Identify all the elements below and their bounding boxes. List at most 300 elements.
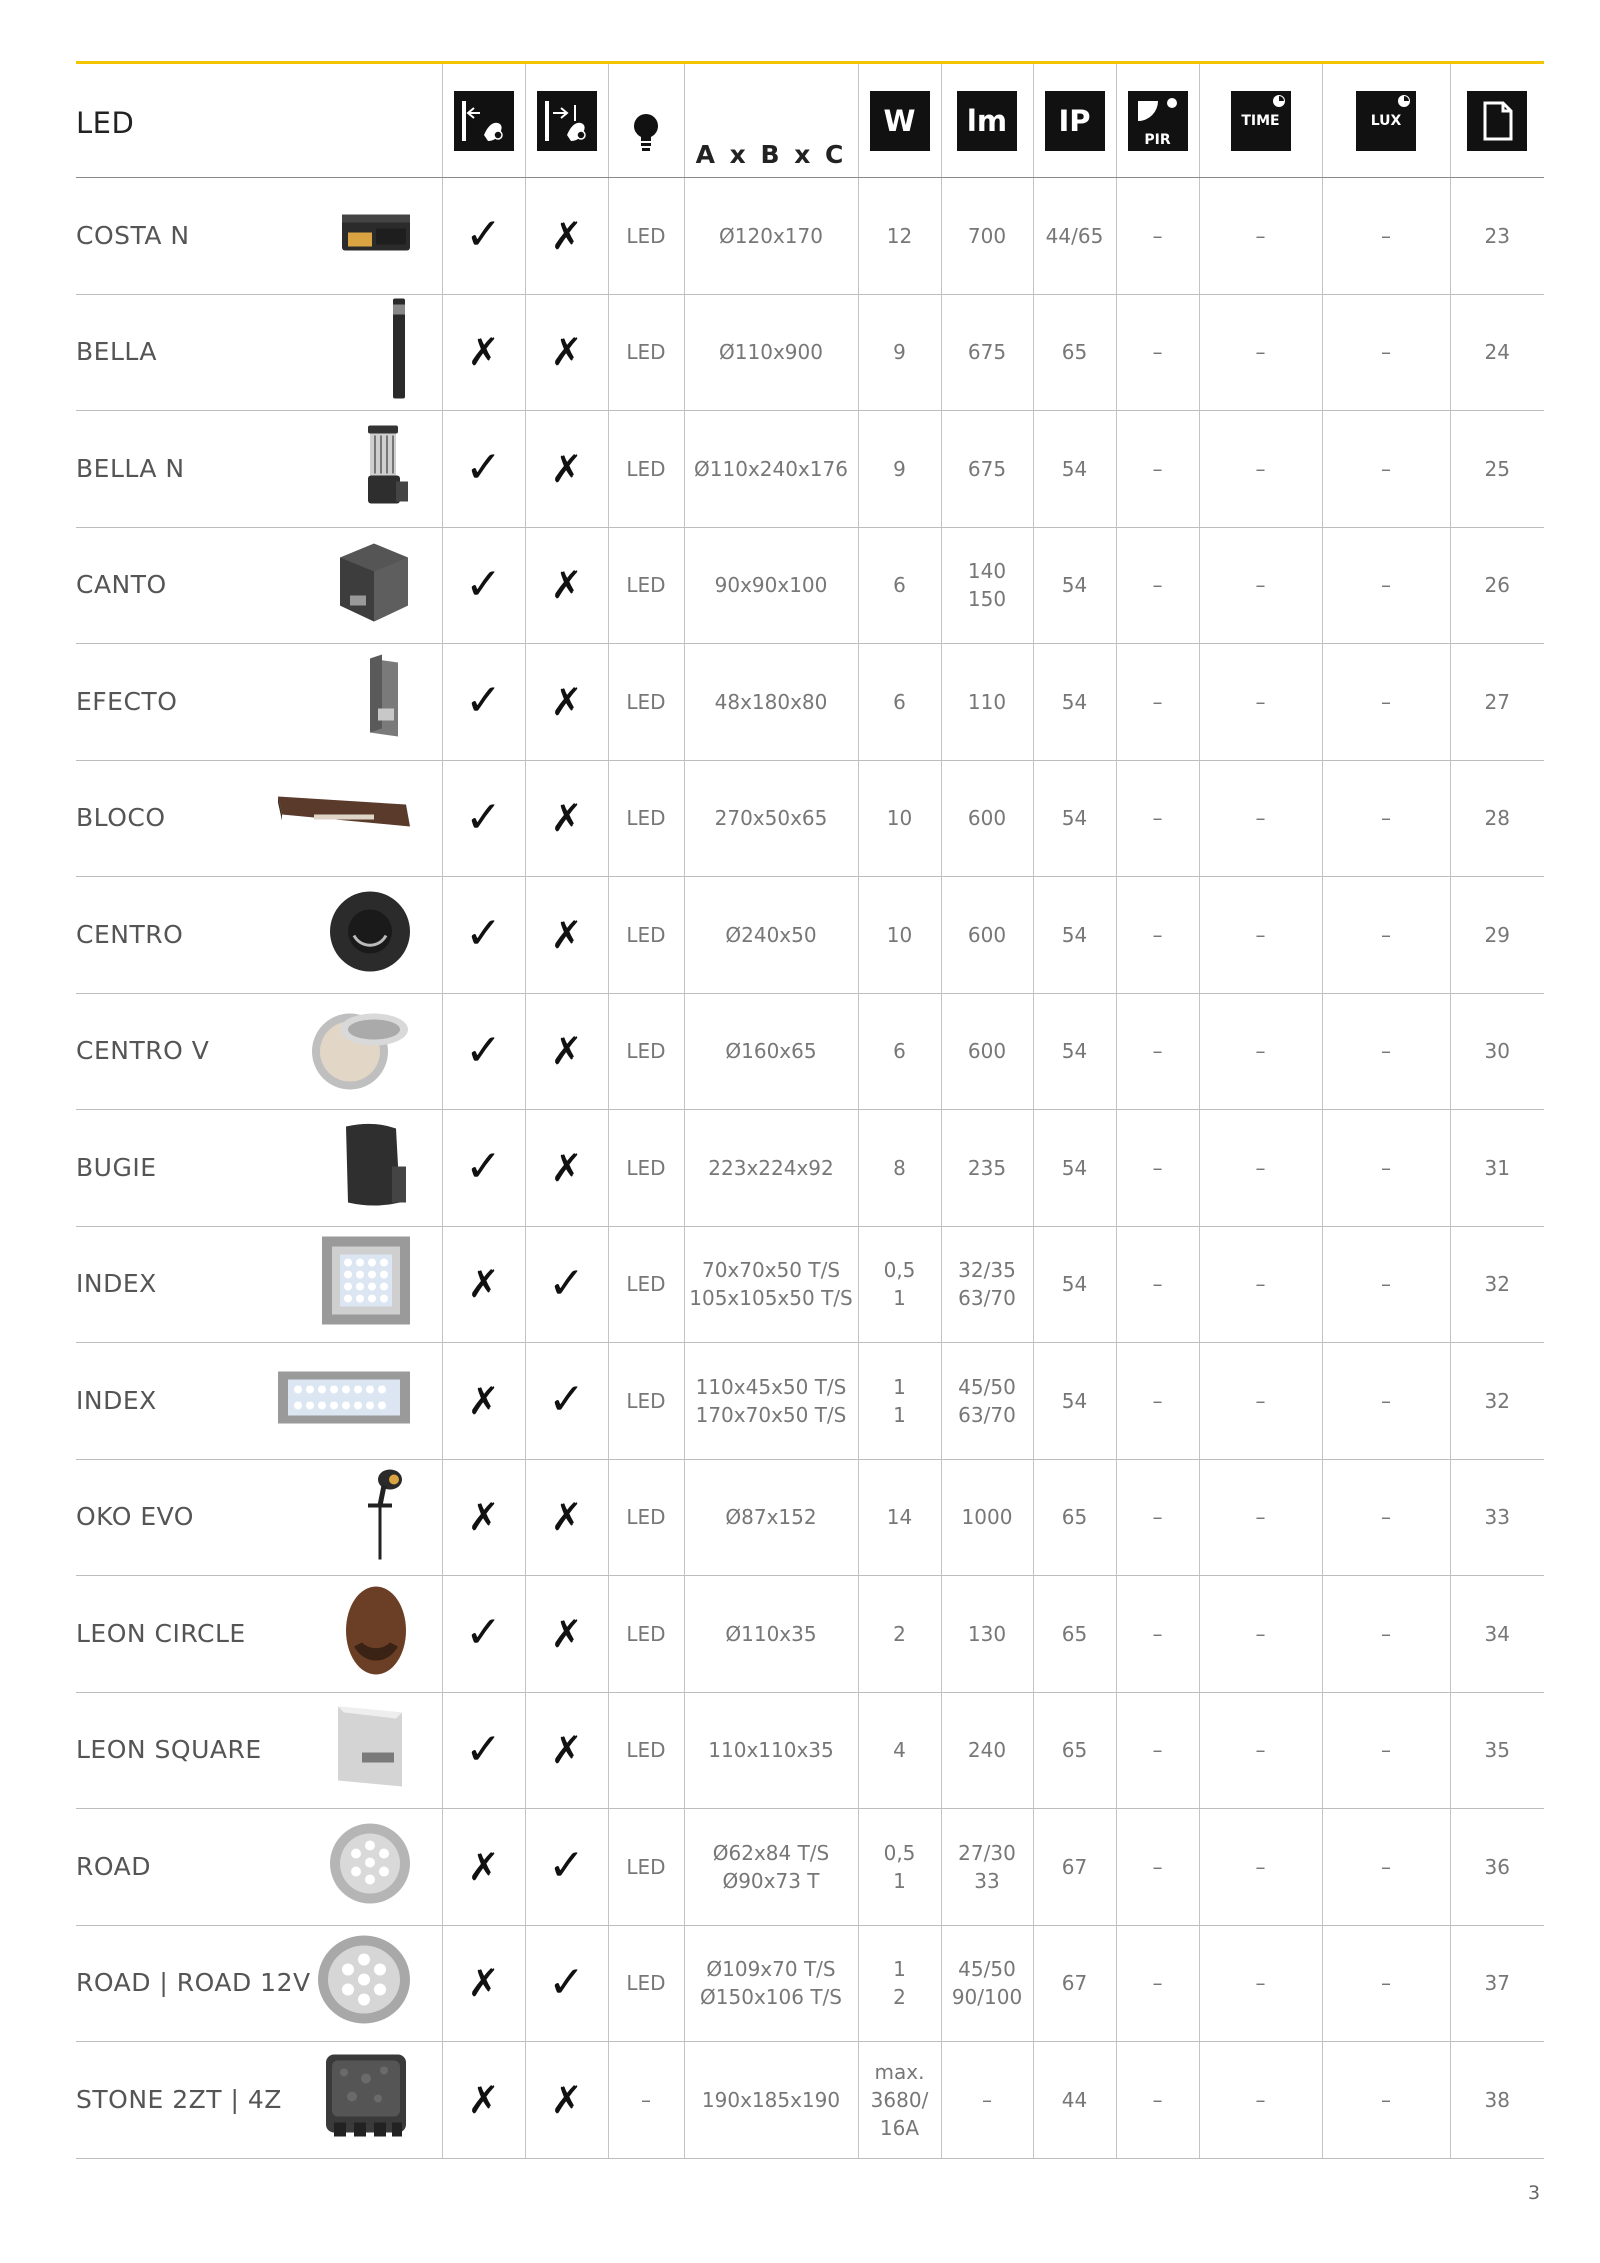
surface-mount-cell <box>442 1459 525 1576</box>
page-ref: 23 <box>1450 178 1544 295</box>
ip-value: 54 <box>1033 1110 1116 1227</box>
pir-value: – <box>1116 760 1199 877</box>
recessed-mount-cell <box>525 1692 608 1809</box>
lux-value: – <box>1322 2042 1450 2159</box>
watt-value <box>858 411 941 528</box>
watt-value-line: 1 <box>893 1374 906 1399</box>
recessed-mount-cell <box>525 760 608 877</box>
watt-icon: W <box>870 91 930 151</box>
lumen-value-line: 63/70 <box>958 1402 1016 1427</box>
product-image-cell <box>441 1110 442 1227</box>
product-name: STONE 2ZT | 4Z <box>76 2042 441 2159</box>
pir-value: – <box>1116 178 1199 295</box>
surface-mount-cell <box>442 411 525 528</box>
page-ref: 30 <box>1450 993 1544 1110</box>
watt-value-line: 9 <box>893 340 906 365</box>
table-row <box>76 411 1544 528</box>
product-name: CANTO <box>76 527 441 644</box>
product-thumbnail <box>318 1233 414 1336</box>
time-value: – <box>1199 644 1322 761</box>
product-image-cell <box>441 760 442 877</box>
surface-mount-header <box>442 64 525 178</box>
lumen-value-line: 1000 <box>961 1505 1013 1530</box>
ip-icon: IP <box>1045 91 1105 151</box>
time-value: – <box>1199 411 1322 528</box>
page-ref: 32 <box>1450 1226 1544 1343</box>
table-row <box>76 993 1544 1110</box>
watt-value-line: 0,5 <box>883 1258 916 1283</box>
dimensions <box>684 1692 858 1809</box>
time-value: – <box>1199 527 1322 644</box>
ip-value: 44 <box>1033 2042 1116 2159</box>
light-source: LED <box>608 644 684 761</box>
surface-mount-cell <box>442 1925 525 2042</box>
page-ref: 37 <box>1450 1925 1544 2042</box>
lumen-value <box>941 1925 1033 2042</box>
watt-value-line: 6 <box>893 1039 906 1064</box>
recessed-mount-cell <box>525 1809 608 1926</box>
lumen-value <box>941 1459 1033 1576</box>
lux-value: – <box>1322 993 1450 1110</box>
table-row <box>76 1343 1544 1460</box>
page-ref: 35 <box>1450 1692 1544 1809</box>
watt-value-line: 10 <box>886 922 913 947</box>
watt-value-line: 8 <box>893 1155 906 1180</box>
product-name: BLOCO <box>76 760 441 877</box>
watt-value <box>858 877 941 994</box>
pir-value: – <box>1116 993 1199 1110</box>
check-icon: ✓ <box>465 442 502 494</box>
lux-value: – <box>1322 760 1450 877</box>
time-value: – <box>1199 1110 1322 1227</box>
page-ref: 26 <box>1450 527 1544 644</box>
lumen-value-line: 32/35 <box>958 1258 1016 1283</box>
recessed-mount-cell <box>525 1343 608 1460</box>
lux-value: – <box>1322 1809 1450 1926</box>
pir-value: – <box>1116 411 1199 528</box>
recessed-mount-cell <box>525 1459 608 1576</box>
dimensions-line: 70x70x50 T/S <box>701 1258 841 1283</box>
cross-icon: ✗ <box>550 1611 583 1656</box>
cross-icon: ✗ <box>550 330 583 375</box>
product-name: EFECTO <box>76 644 441 761</box>
lux-value: – <box>1322 877 1450 994</box>
light-source: LED <box>608 294 684 411</box>
lumen-value-line: – <box>982 2087 992 2112</box>
watt-value-line: 2 <box>893 1985 906 2010</box>
watt-value <box>858 1459 941 1576</box>
product-name: LEON SQUARE <box>76 1692 441 1809</box>
dimensions-line: Ø109x70 T/S <box>706 1957 836 1982</box>
watt-value-line: 14 <box>886 1505 913 1530</box>
lumen-value <box>941 178 1033 295</box>
product-thumbnail <box>304 1000 414 1103</box>
product-image-cell <box>441 1459 442 1576</box>
cross-icon: ✗ <box>550 563 583 608</box>
pir-value: – <box>1116 2042 1199 2159</box>
recessed-mount-cell <box>525 411 608 528</box>
pir-value: – <box>1116 644 1199 761</box>
table-row <box>76 877 1544 994</box>
pir-header <box>1116 64 1199 178</box>
lumen-value-line: 235 <box>967 1155 1007 1180</box>
light-source: LED <box>608 760 684 877</box>
recessed-mount-cell <box>525 1925 608 2042</box>
dimensions-line: Ø87x152 <box>725 1505 817 1530</box>
watt-value-line: 10 <box>886 806 913 831</box>
light-source: LED <box>608 1343 684 1460</box>
dimensions <box>684 411 858 528</box>
product-name: BELLA N <box>76 411 441 528</box>
dimensions <box>684 1226 858 1343</box>
time-value: – <box>1199 178 1322 295</box>
dimensions-line: 190x185x190 <box>701 2087 841 2112</box>
time-value: – <box>1199 2042 1322 2159</box>
lux-value: – <box>1322 1110 1450 1227</box>
time-value: – <box>1199 1226 1322 1343</box>
ip-value: 65 <box>1033 1692 1116 1809</box>
watt-value <box>858 2042 941 2159</box>
lumen-value <box>941 993 1033 1110</box>
dimensions-line: Ø240x50 <box>725 922 817 947</box>
ip-value: 54 <box>1033 1343 1116 1460</box>
time-icon <box>1231 91 1291 151</box>
watt-value-line: 3680/ <box>870 2087 929 2112</box>
recessed-mount-cell <box>525 294 608 411</box>
lux-value: – <box>1322 527 1450 644</box>
dimensions <box>684 1809 858 1926</box>
product-image-cell <box>441 1809 442 1926</box>
lux-value: – <box>1322 644 1450 761</box>
product-name: CENTRO <box>76 877 441 994</box>
lumen-value <box>941 411 1033 528</box>
dimensions <box>684 1925 858 2042</box>
pir-value: – <box>1116 527 1199 644</box>
dimensions <box>684 2042 858 2159</box>
ip-value: 54 <box>1033 644 1116 761</box>
time-label: TIME <box>1241 112 1280 129</box>
dimensions-line: Ø160x65 <box>725 1039 817 1064</box>
product-thumbnail <box>330 538 414 633</box>
table-row <box>76 2042 1544 2159</box>
check-icon: ✓ <box>548 1840 585 1892</box>
table-row <box>76 1459 1544 1576</box>
product-image-cell <box>441 2042 442 2159</box>
surface-mount-cell <box>442 1110 525 1227</box>
product-thumbnail <box>354 1464 414 1571</box>
product-image-cell <box>441 178 442 295</box>
lumen-value-line: 675 <box>967 340 1007 365</box>
product-image-cell <box>441 1925 442 2042</box>
dimensions <box>684 1110 858 1227</box>
light-source: LED <box>608 411 684 528</box>
lumen-value-line: 600 <box>967 1039 1007 1064</box>
product-thumbnail <box>326 1819 414 1914</box>
lux-value: – <box>1322 1343 1450 1460</box>
surface-mount-cell <box>442 1809 525 1926</box>
lumen-value-line: 130 <box>967 1621 1007 1646</box>
surface-mount-cell <box>442 294 525 411</box>
product-image-cell <box>441 411 442 528</box>
recessed-mount-cell <box>525 644 608 761</box>
pir-value: – <box>1116 1925 1199 2042</box>
surface-mount-cell <box>442 644 525 761</box>
ip-value: 65 <box>1033 1459 1116 1576</box>
dimensions <box>684 527 858 644</box>
watt-value <box>858 644 941 761</box>
watt-value-line: 6 <box>893 689 906 714</box>
cross-icon: ✗ <box>550 679 583 724</box>
recessed-mount-cell <box>525 2042 608 2159</box>
light-source: LED <box>608 527 684 644</box>
page-ref: 38 <box>1450 2042 1544 2159</box>
table-row <box>76 1576 1544 1693</box>
dimensions-line: 48x180x80 <box>714 689 828 714</box>
time-value: – <box>1199 1576 1322 1693</box>
time-value: – <box>1199 877 1322 994</box>
time-value: – <box>1199 993 1322 1110</box>
dimensions-line: Ø110x900 <box>719 340 823 365</box>
cross-icon: ✗ <box>550 1029 583 1074</box>
light-source: LED <box>608 1925 684 2042</box>
cross-icon: ✗ <box>550 2077 583 2122</box>
product-name: OKO EVO <box>76 1459 441 1576</box>
dimensions <box>684 294 858 411</box>
pir-value: – <box>1116 1343 1199 1460</box>
dimensions-header <box>684 64 858 178</box>
dimensions-line: 223x224x92 <box>708 1155 834 1180</box>
lux-value: – <box>1322 1459 1450 1576</box>
watt-value <box>858 1226 941 1343</box>
check-icon: ✓ <box>465 675 502 727</box>
lumen-value <box>941 1809 1033 1926</box>
product-name: ROAD | ROAD 12V <box>76 1925 441 2042</box>
product-image-cell <box>441 527 442 644</box>
product-image-cell <box>441 1226 442 1343</box>
lux-icon <box>1356 91 1416 151</box>
page-ref: 29 <box>1450 877 1544 994</box>
pir-value: – <box>1116 1809 1199 1926</box>
cross-icon: ✗ <box>467 1961 500 2006</box>
ip-value: 67 <box>1033 1809 1116 1926</box>
lumen-value <box>941 1110 1033 1227</box>
lux-value: – <box>1322 1226 1450 1343</box>
dimensions-line: Ø62x84 T/S <box>712 1840 830 1865</box>
product-thumbnail <box>274 1367 414 1434</box>
recessed-mount-cell <box>525 178 608 295</box>
watt-value <box>858 294 941 411</box>
dimensions-line: 270x50x65 <box>714 806 828 831</box>
product-thumbnail <box>318 2048 414 2151</box>
product-thumbnail <box>338 202 414 269</box>
watt-value <box>858 1925 941 2042</box>
page-ref: 27 <box>1450 644 1544 761</box>
light-source: LED <box>608 877 684 994</box>
watt-value-line: 0,5 <box>883 1840 916 1865</box>
pir-value: – <box>1116 1459 1199 1576</box>
lux-label: LUX <box>1370 112 1402 129</box>
lumen-value <box>941 1576 1033 1693</box>
lux-value: – <box>1322 178 1450 295</box>
cross-icon: ✗ <box>467 330 500 375</box>
page-icon <box>1467 91 1527 151</box>
ip-value: 54 <box>1033 760 1116 877</box>
product-thumbnail <box>338 1582 414 1685</box>
ip-value: 44/65 <box>1033 178 1116 295</box>
table-row <box>76 178 1544 295</box>
product-name: COSTA N <box>76 178 441 295</box>
dimensions-line: 110x45x50 T/S <box>695 1374 847 1399</box>
dimensions-line: Ø120x170 <box>719 223 823 248</box>
pir-value: – <box>1116 1692 1199 1809</box>
pir-value: – <box>1116 877 1199 994</box>
check-icon: ✓ <box>548 1956 585 2008</box>
cross-icon: ✗ <box>550 446 583 491</box>
lumen-value <box>941 877 1033 994</box>
product-name: CENTRO V <box>76 993 441 1110</box>
cross-icon: ✗ <box>550 1495 583 1540</box>
light-source: LED <box>608 1110 684 1227</box>
light-source: LED <box>608 178 684 295</box>
recessed-mount-cell <box>525 527 608 644</box>
wall-mount-surface-icon <box>454 91 514 151</box>
lumen-value <box>941 1343 1033 1460</box>
surface-mount-cell <box>442 1343 525 1460</box>
page-ref: 33 <box>1450 1459 1544 1576</box>
lumen-value-line: 33 <box>974 1868 1000 1893</box>
light-source: LED <box>608 993 684 1110</box>
product-thumbnail <box>354 652 414 751</box>
table-row <box>76 644 1544 761</box>
dimensions-label: A x B x C <box>695 140 847 169</box>
cross-icon: ✗ <box>550 912 583 957</box>
table-row <box>76 1809 1544 1926</box>
ip-value: 54 <box>1033 527 1116 644</box>
product-image-cell <box>441 993 442 1110</box>
surface-mount-cell <box>442 993 525 1110</box>
cross-icon: ✗ <box>550 213 583 258</box>
lumen-value-line: 140 <box>967 559 1007 584</box>
product-thumbnail <box>326 1699 414 1802</box>
dimensions <box>684 178 858 295</box>
bulb-icon <box>631 112 661 160</box>
ip-value: 65 <box>1033 1576 1116 1693</box>
time-value: – <box>1199 1809 1322 1926</box>
lux-header <box>1322 64 1450 178</box>
time-value: – <box>1199 760 1322 877</box>
ip-value: 67 <box>1033 1925 1116 2042</box>
light-source: LED <box>608 1459 684 1576</box>
dimensions-line: Ø110x240x176 <box>694 456 848 481</box>
pir-value: – <box>1116 1226 1199 1343</box>
surface-mount-cell <box>442 1226 525 1343</box>
watt-value-line: 1 <box>893 1957 906 1982</box>
surface-mount-cell <box>442 2042 525 2159</box>
check-icon: ✓ <box>548 1257 585 1309</box>
dimensions-line: 105x105x50 T/S <box>689 1286 853 1311</box>
light-source: – <box>608 2042 684 2159</box>
lux-value: – <box>1322 411 1450 528</box>
product-name: INDEX <box>76 1226 441 1343</box>
product-thumbnail <box>274 785 414 852</box>
dimensions <box>684 993 858 1110</box>
product-thumbnail <box>314 1932 414 2035</box>
watt-value-line: 4 <box>893 1738 906 1763</box>
dimensions <box>684 1459 858 1576</box>
page-ref: 32 <box>1450 1343 1544 1460</box>
ip-value: 54 <box>1033 411 1116 528</box>
surface-mount-cell <box>442 877 525 994</box>
time-value: – <box>1199 1692 1322 1809</box>
dimensions-line: 170x70x50 T/S <box>695 1402 847 1427</box>
lux-value: – <box>1322 1576 1450 1693</box>
dimensions <box>684 1576 858 1693</box>
lumen-value-line: 90/100 <box>951 1985 1023 2010</box>
cross-icon: ✗ <box>550 1728 583 1773</box>
product-name: BUGIE <box>76 1110 441 1227</box>
time-value: – <box>1199 294 1322 411</box>
dimensions-line: Ø150x106 T/S <box>700 1985 842 2010</box>
light-source: LED <box>608 1576 684 1693</box>
lumen-value <box>941 294 1033 411</box>
light-source: LED <box>608 1692 684 1809</box>
table-row <box>76 294 1544 411</box>
table-row <box>76 760 1544 877</box>
check-icon: ✓ <box>465 1607 502 1659</box>
dimensions-line: 110x110x35 <box>708 1738 834 1763</box>
dimensions <box>684 877 858 994</box>
watt-value-line: 2 <box>893 1621 906 1646</box>
check-icon: ✓ <box>465 558 502 610</box>
surface-mount-cell <box>442 527 525 644</box>
recessed-mount-cell <box>525 1226 608 1343</box>
product-name: LEON CIRCLE <box>76 1576 441 1693</box>
lumen-value-line: 700 <box>967 223 1007 248</box>
lumen-value-line: 150 <box>967 587 1007 612</box>
product-spec-table <box>76 64 1544 2159</box>
check-icon: ✓ <box>465 1141 502 1193</box>
ip-header <box>1033 64 1116 178</box>
table-title: LED <box>76 106 135 140</box>
cross-icon: ✗ <box>467 1378 500 1423</box>
cross-icon: ✗ <box>467 2077 500 2122</box>
dimensions-line: 90x90x100 <box>714 573 828 598</box>
lumen-value-line: 600 <box>967 806 1007 831</box>
check-icon: ✓ <box>465 1723 502 1775</box>
page-ref: 28 <box>1450 760 1544 877</box>
cross-icon: ✗ <box>467 1844 500 1889</box>
watt-value-line: 1 <box>893 1868 906 1893</box>
lumen-value-line: 110 <box>967 689 1007 714</box>
surface-mount-cell <box>442 178 525 295</box>
watt-value-line: 9 <box>893 456 906 481</box>
lumen-icon: lm <box>957 91 1017 151</box>
recessed-mount-cell <box>525 877 608 994</box>
watt-value <box>858 1809 941 1926</box>
product-image-cell <box>441 294 442 411</box>
page-ref: 34 <box>1450 1576 1544 1693</box>
light-source: LED <box>608 1809 684 1926</box>
watt-value-line: 6 <box>893 573 906 598</box>
watt-value <box>858 1343 941 1460</box>
product-name: ROAD <box>76 1809 441 1926</box>
watt-value <box>858 1110 941 1227</box>
watt-value-line: 12 <box>886 223 913 248</box>
product-thumbnail <box>326 887 414 982</box>
table-row <box>76 1925 1544 2042</box>
time-value: – <box>1199 1925 1322 2042</box>
product-image-cell <box>441 1692 442 1809</box>
